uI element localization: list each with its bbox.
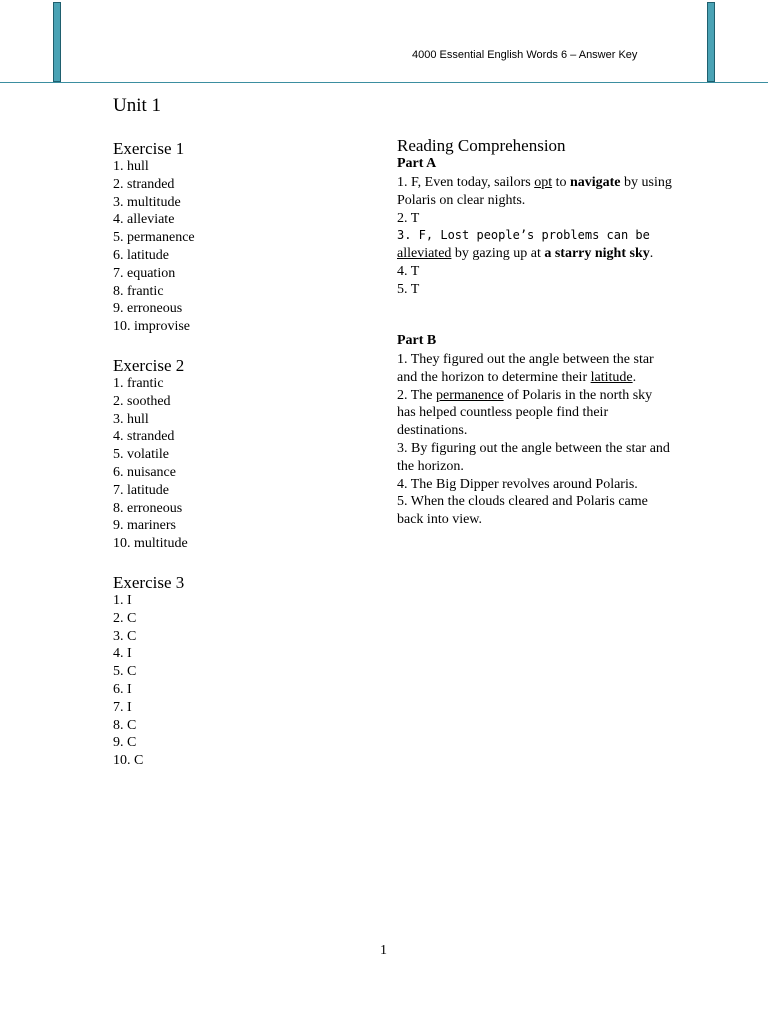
header-title: 4000 Essential English Words 6 – Answer Key [412,49,638,61]
list-item: 7. latitude [113,482,169,498]
reading-comprehension-title: Reading Comprehension [397,136,566,155]
list-item: 2. soothed [113,393,171,409]
list-item: 3. hull [113,411,149,427]
part-b-answer-5: 5. When the clouds cleared and Polaris came back into view. [397,494,648,528]
part-a-answer-3: 3. F, Lost people’s problems can be alleviated by gazing up at a starry night sky. [397,228,654,262]
list-item: 7. equation [113,265,176,281]
left-accent-bar [53,2,61,82]
list-item: 6. I [113,681,132,697]
list-item: 9. C [113,735,137,751]
part-a-answer-1: 1. F, Even today, sailors opt to navigate by using Polaris on clear nights. [397,175,672,208]
part-b-answer-1: 1. They figured out the angle between the star and the horizon to determine their latitude. [397,352,654,385]
part-a-list [397,174,672,299]
list-item: 8. frantic [113,283,164,299]
list-item: 1. I [113,593,132,608]
exercise-1-title: Exercise 1 [113,139,185,158]
list-item: 7. I [113,699,132,715]
part-a-answer-4: 4. T [397,263,420,279]
exercise-1-list [113,158,195,336]
list-item: 10. improvise [113,319,190,335]
list-item: 1. hull [113,159,149,174]
list-item: 5. C [113,664,137,680]
list-item: 3. C [113,628,137,644]
unit-title: Unit 1 [113,95,162,116]
list-item: 6. latitude [113,247,169,263]
list-item: 9. erroneous [113,301,183,317]
list-item: 4. stranded [113,429,175,445]
exercise-3-title: Exercise 3 [113,573,185,592]
header-rule [0,82,768,83]
part-b-title: Part B [397,333,437,348]
list-item: 2. stranded [113,176,175,192]
part-b-answer-3: 3. By figuring out the angle between the star and the horizon. [397,440,670,474]
list-item: 4. alleviate [113,212,175,228]
list-item: 5. volatile [113,447,169,463]
list-item: 8. erroneous [113,500,183,516]
right-accent-bar [707,2,715,82]
part-a-answer-2: 2. T [397,210,420,226]
part-a-title: Part A [397,156,437,171]
list-item: 1. frantic [113,376,164,391]
part-b-answer-4: 4. The Big Dipper revolves around Polaris. [397,476,638,492]
list-item: 10. C [113,753,144,769]
exercise-2-list [113,375,188,553]
list-item: 5. permanence [113,230,195,246]
list-item: 6. nuisance [113,464,176,480]
part-a-answer-5: 5. T [397,281,420,297]
list-item: 9. mariners [113,518,176,534]
list-item: 4. I [113,646,132,662]
list-item: 8. C [113,717,137,733]
list-item: 3. multitude [113,194,181,210]
list-item: 10. multitude [113,536,188,552]
exercise-3-list [113,592,143,770]
part-b-answer-2: 2. The permanence of Polaris in the north sky has helped countless people find their destinations. [397,387,653,439]
list-item: 2. C [113,610,137,626]
part-b-list [397,351,672,529]
exercise-2-title: Exercise 2 [113,356,185,375]
page-number: 1 [380,943,387,958]
